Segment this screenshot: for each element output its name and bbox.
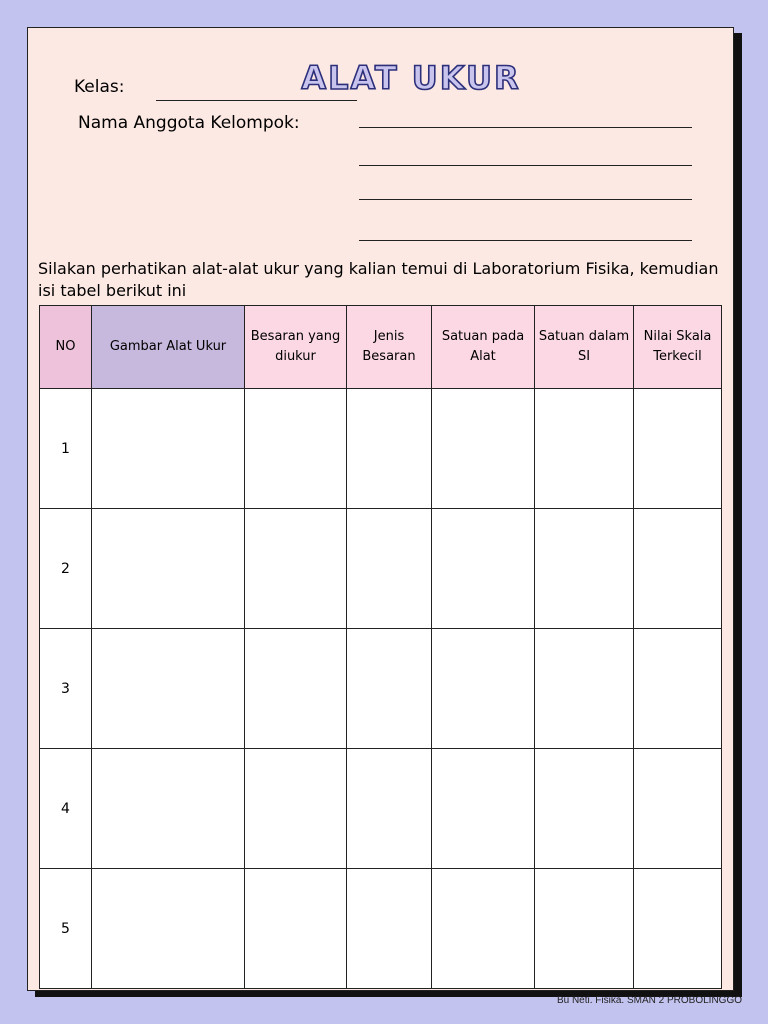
cell-satuan-si[interactable] [535, 749, 634, 869]
cell-gambar[interactable] [92, 869, 245, 989]
cell-besaran[interactable] [245, 389, 347, 509]
table-row [40, 389, 722, 509]
table-row [40, 509, 722, 629]
cell-nst[interactable] [634, 389, 722, 509]
cell-nst[interactable] [634, 629, 722, 749]
footer-credit: Bu Neti. Fisika. SMAN 2 PROBOLINGGO [556, 995, 742, 1006]
table-row [40, 749, 722, 869]
cell-gambar[interactable] [92, 629, 245, 749]
cell-besaran[interactable] [245, 869, 347, 989]
cell-satuan-alat[interactable] [432, 869, 535, 989]
instruction-text: Silakan perhatikan alat-alat ukur yang kalian temui di Laboratorium Fisika, kemudian isi tabel berikut ini [38, 259, 719, 300]
header-besaran-yang-diukur: Besaran yang diukur [245, 306, 347, 389]
cell-satuan-si[interactable] [535, 629, 634, 749]
header-jenis-besaran: Jenis Besaran [347, 306, 432, 389]
cell-satuan-alat[interactable] [432, 509, 535, 629]
worksheet-title: ALAT UKUR [301, 59, 521, 97]
anggota-answer-line-4[interactable] [359, 240, 692, 241]
row-number: 2 [40, 509, 92, 629]
anggota-label: Nama Anggota Kelompok: [78, 113, 300, 133]
row-number: 3 [40, 629, 92, 749]
cell-jenis[interactable] [347, 869, 432, 989]
cell-gambar[interactable] [92, 389, 245, 509]
cell-gambar[interactable] [92, 749, 245, 869]
header-satuan-pada-alat: Satuan pada Alat [432, 306, 535, 389]
header-no: NO [40, 306, 92, 389]
cell-besaran[interactable] [245, 509, 347, 629]
cell-nst[interactable] [634, 509, 722, 629]
kelas-answer-line[interactable] [156, 100, 357, 101]
cell-jenis[interactable] [347, 509, 432, 629]
row-number: 5 [40, 869, 92, 989]
row-number: 4 [40, 749, 92, 869]
table-row [40, 629, 722, 749]
table-row [40, 869, 722, 989]
header-satuan-dalam-si: Satuan dalam SI [535, 306, 634, 389]
cell-satuan-si[interactable] [535, 389, 634, 509]
measurement-table [39, 305, 722, 989]
cell-nst[interactable] [634, 869, 722, 989]
cell-satuan-si[interactable] [535, 509, 634, 629]
cell-jenis[interactable] [347, 389, 432, 509]
anggota-answer-line-3[interactable] [359, 199, 692, 200]
cell-satuan-alat[interactable] [432, 749, 535, 869]
header-nilai-skala-terkecil: Nilai Skala Terkecil [634, 306, 722, 389]
header-gambar-alat-ukur: Gambar Alat Ukur [92, 306, 245, 389]
cell-satuan-alat[interactable] [432, 629, 535, 749]
anggota-answer-line-1[interactable] [359, 127, 692, 128]
row-number: 1 [40, 389, 92, 509]
table-header-row [40, 306, 722, 389]
cell-satuan-si[interactable] [535, 869, 634, 989]
cell-nst[interactable] [634, 749, 722, 869]
cell-jenis[interactable] [347, 749, 432, 869]
cell-satuan-alat[interactable] [432, 389, 535, 509]
cell-gambar[interactable] [92, 509, 245, 629]
cell-besaran[interactable] [245, 629, 347, 749]
kelas-label: Kelas: [74, 77, 125, 97]
cell-besaran[interactable] [245, 749, 347, 869]
cell-jenis[interactable] [347, 629, 432, 749]
anggota-answer-line-2[interactable] [359, 165, 692, 166]
